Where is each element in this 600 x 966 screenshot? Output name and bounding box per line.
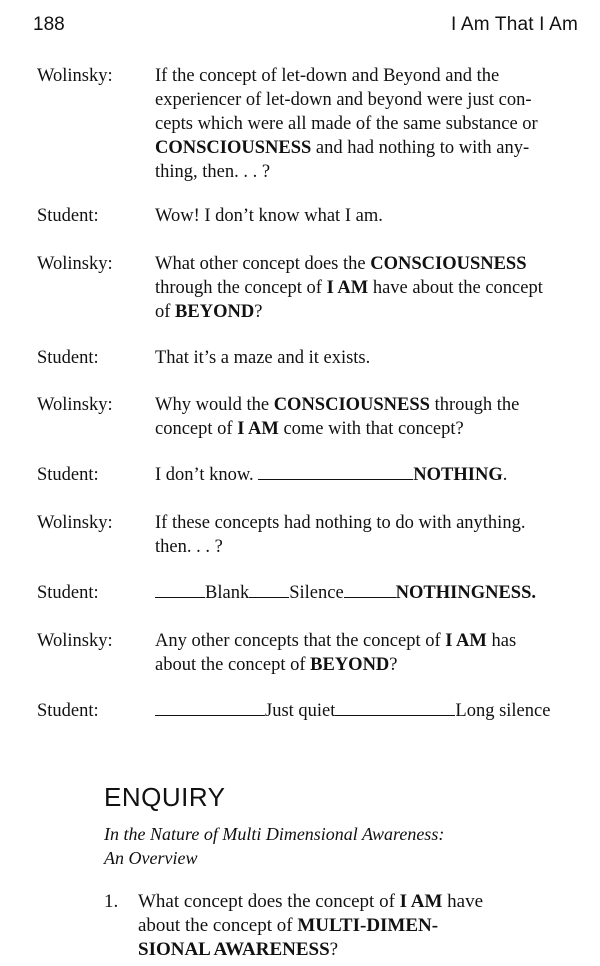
text-run: about the concept of	[138, 915, 298, 936]
bold-term: NOTHING	[413, 465, 503, 485]
speaker-text	[155, 581, 581, 605]
speaker-label: Student:	[37, 583, 99, 603]
text-run: experiencer of let-down and beyond were just con-	[155, 90, 532, 110]
text-line	[155, 463, 581, 487]
speaker-label: Student:	[37, 348, 99, 368]
text-run: has	[486, 631, 517, 651]
bold-term: CONSCIOUSNESS	[155, 138, 312, 158]
speaker-text	[155, 511, 581, 559]
text-run: What concept does the concept of	[138, 891, 400, 912]
text-run: and had nothing to with any-	[311, 138, 530, 158]
question-number: 1.	[104, 891, 119, 912]
text-line	[155, 112, 581, 136]
text-line	[155, 393, 581, 417]
subtitle-line: An Overview	[104, 848, 198, 868]
text-line	[155, 204, 581, 228]
text-run: Blank	[205, 583, 250, 603]
text-line	[155, 535, 581, 559]
text-line	[155, 160, 581, 184]
bold-term: CONSCIOUSNESS	[370, 254, 527, 274]
text-line	[155, 581, 581, 605]
speaker-text	[155, 393, 581, 441]
page-number: 188	[33, 14, 65, 35]
blank-line	[258, 465, 413, 480]
bold-term: I AM	[445, 631, 487, 651]
text-run: through the concept of	[155, 278, 327, 298]
speaker-text	[155, 463, 581, 487]
text-run: I don’t know.	[155, 465, 259, 485]
speaker-text	[155, 204, 581, 228]
blank-line	[155, 583, 205, 598]
text-line	[155, 653, 581, 677]
text-run: Just quiet	[265, 701, 336, 721]
text-run: .	[502, 465, 508, 485]
text-run: Silence	[289, 583, 344, 603]
speaker-label: Wolinsky:	[37, 395, 113, 415]
blank-line	[344, 583, 396, 598]
text-line	[155, 64, 581, 88]
text-run: If these concepts had nothing to do with anything.	[155, 513, 526, 533]
bold-term: MULTI-DIMEN-	[297, 915, 439, 936]
text-line	[155, 417, 581, 441]
text-run: come with that concept?	[278, 419, 464, 439]
text-run: Any other concepts that the concept of	[155, 631, 446, 651]
speaker-text	[155, 64, 581, 184]
text-run: Why would the	[155, 395, 274, 415]
speaker-label: Wolinsky:	[37, 66, 113, 86]
text-line	[155, 88, 581, 112]
bold-term: SIONAL AWARENESS	[138, 939, 330, 960]
speaker-label: Student:	[37, 701, 99, 721]
text-line	[155, 699, 581, 723]
text-run: about the concept of	[155, 655, 311, 675]
speaker-label: Wolinsky:	[37, 513, 113, 533]
text-line	[155, 252, 581, 276]
bold-term: CONSCIOUSNESS	[273, 395, 430, 415]
speaker-text	[155, 346, 581, 370]
text-line	[138, 914, 518, 938]
section-title: ENQUIRY	[104, 782, 226, 812]
blank-line	[249, 583, 289, 598]
text-run: cepts which were all made of the same substance or	[155, 114, 538, 134]
bold-term: NOTHINGNESS.	[395, 583, 536, 603]
speaker-label: Wolinsky:	[37, 254, 113, 274]
running-head: I Am That I Am	[450, 14, 578, 35]
text-run: What other concept does the	[155, 254, 371, 274]
blank-line	[155, 701, 265, 716]
subtitle-line: In the Nature of Multi Dimensional Awareness:	[104, 824, 445, 844]
bold-term: I AM	[237, 419, 279, 439]
section-subtitle	[104, 822, 444, 870]
text-run: Wow! I don’t know what I am.	[155, 206, 383, 226]
text-run: That it’s a maze and it exists.	[155, 348, 371, 368]
text-line	[155, 346, 581, 370]
text-line	[155, 511, 581, 535]
text-line	[155, 629, 581, 653]
bold-term: I AM	[326, 278, 369, 298]
speaker-text	[155, 252, 581, 324]
question-text	[138, 890, 518, 962]
text-run: ?	[254, 302, 263, 322]
text-run: If the concept of let-down and Beyond and the	[155, 66, 500, 86]
text-run: have	[442, 891, 484, 912]
text-run: through the	[429, 395, 520, 415]
speaker-text	[155, 699, 581, 723]
text-line	[155, 300, 581, 324]
blank-line	[335, 701, 455, 716]
text-run: ?	[389, 655, 398, 675]
text-run: ?	[329, 939, 339, 960]
text-line	[155, 136, 581, 160]
text-run: have about the concept	[368, 278, 543, 298]
text-line	[155, 276, 581, 300]
speaker-label: Student:	[37, 206, 99, 226]
bold-term: BEYOND	[310, 655, 390, 675]
speaker-text	[155, 629, 581, 677]
text-run: concept of	[155, 419, 238, 439]
text-run: then. . . ?	[155, 537, 223, 557]
text-run: of	[155, 302, 176, 322]
speaker-label: Wolinsky:	[37, 631, 113, 651]
speaker-label: Student:	[37, 465, 99, 485]
text-line	[138, 938, 518, 962]
bold-term: I AM	[399, 891, 443, 912]
bold-term: BEYOND	[175, 302, 255, 322]
text-run: Long silence	[455, 701, 551, 721]
text-line	[138, 890, 518, 914]
text-run: thing, then. . . ?	[155, 162, 271, 182]
